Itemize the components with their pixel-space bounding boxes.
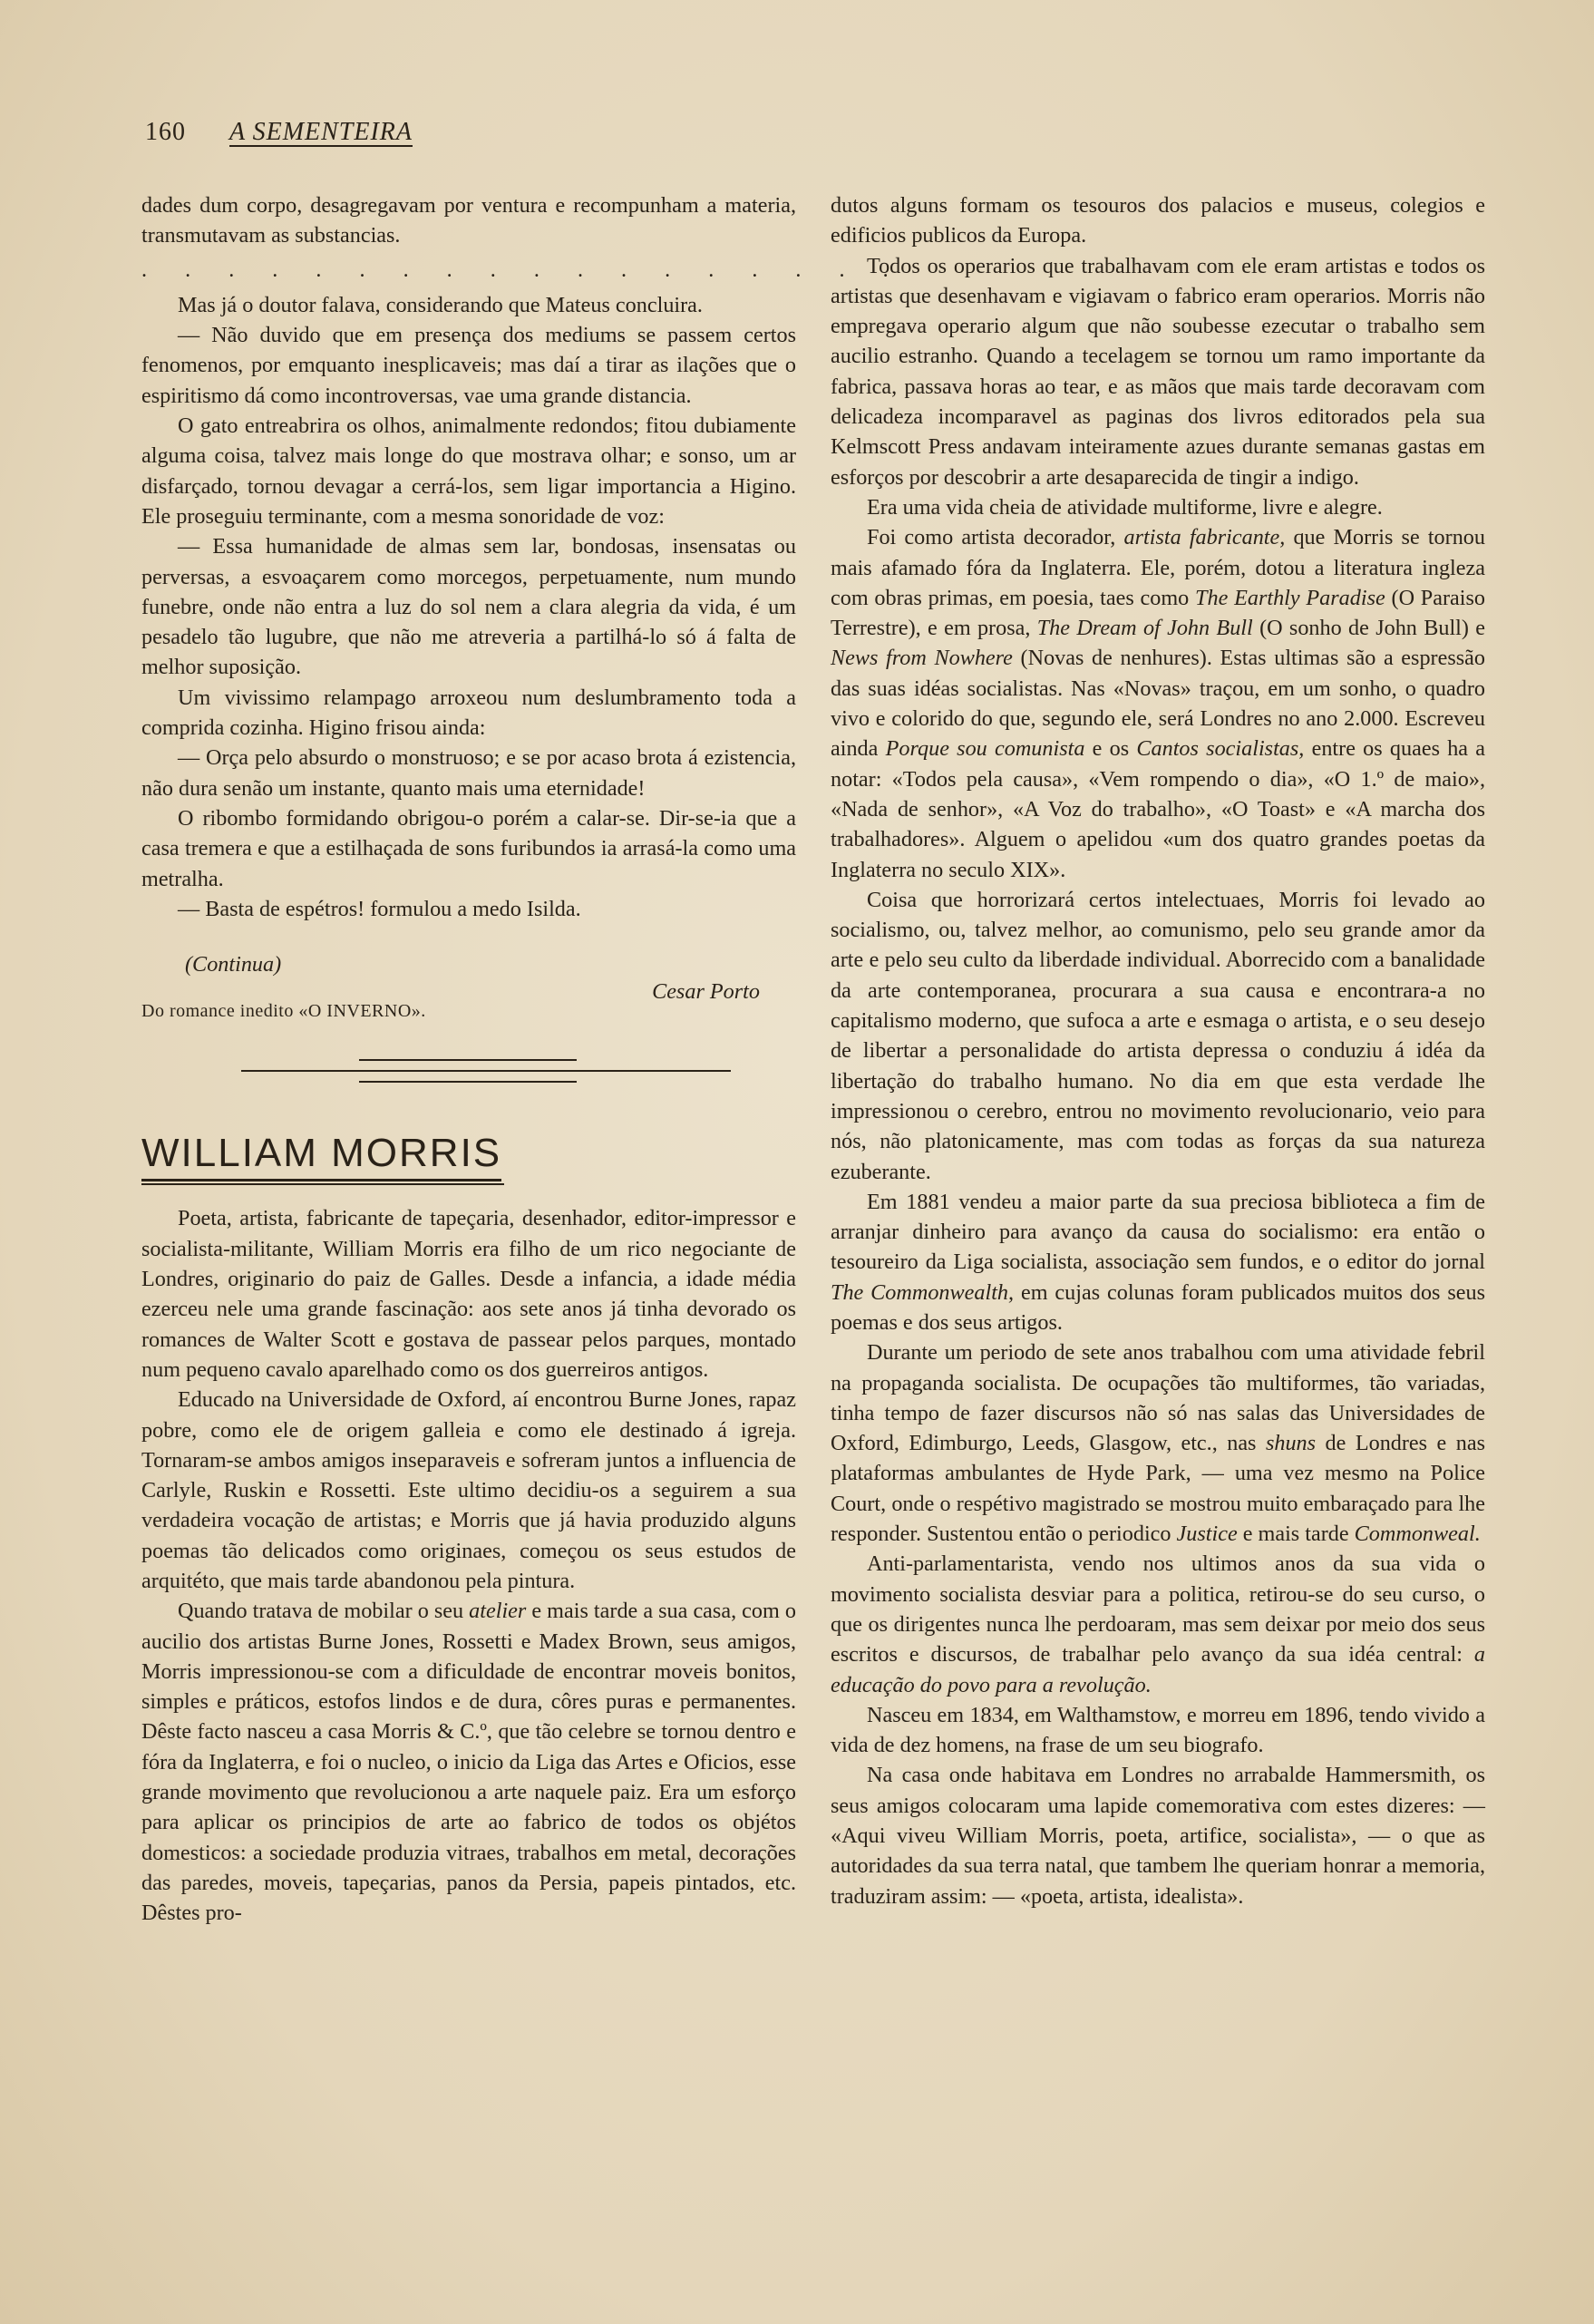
paragraph: Educado na Universidade de Oxford, aí encontrou Burne Jones, rapaz pobre, como ele de origem galleia e como ele destinado á igreja. Tornaram-se ambos amigos inseparaveis e sofreram juntos a influencia de Carlyle, Ruskin e Rossetti. Este ultimo decidiu-os a seguirem a sua verdadeira vocação de artistas; e Morris que já havia produzido alguns poemas tão delicados como originaes, começou os seus estudos de arquitéto, que mais tarde abandonou pela pintura. <box>141 1387 796 1593</box>
text-run: e mais tarde a sua casa, com o aucilio dos artistas Burne Jones, Rossetti e Madex Brown, seus amigos, Morris impressionou-se com a dificuldade de encontrar moveis bonitos, simples e práticos, estofos lindos e de dura, côres puras e permanentes. Dêste facto nasceu a casa Morris & C.º, que tão celebre se tornou dentro e fóra da Inglaterra, e foi o nucleo, o inicio da Liga das Artes e Oficios, esse grande movimento que revolucionou a arte naquele paiz. Era um esforço para aplicar os principios de arte ao fabrico de todos os objétos domesticos: a sociedade produzia vitraes, trabalhos em metal, decorações das paredes, moveis, tapeçarias, panos da Persia, papeis pintados, etc. Dêstes pro- <box>141 1599 796 1926</box>
text-run: (O sonho de John Bull) e <box>1252 616 1486 641</box>
text-run-italic: The Earthly Paradise <box>1195 585 1385 610</box>
text-run: (Novas de nenhures). Estas ultimas são a espressão das suas idéas socialistas. Nas «Novas» traçou, em um sonho, o quadro vivo e colorido do que, segundo ele, será Londres no ano 2.000. Escreveu ainda <box>831 646 1485 762</box>
paragraph: O gato entreabrira os olhos, animalmente redondos; fitou dubiamente alguma coisa, talvez mais longe do que mostrava olhar; e sonso, um ar disfarçado, tornou devagar a cerrá-los, sem ligar importancia a Higino. Ele proseguiu terminante, com a mesma sonoridade de voz: <box>141 413 796 529</box>
text-run: Quando tratava de mobilar o seu <box>178 1599 470 1624</box>
paragraph <box>831 1187 1485 1337</box>
text-run: e os <box>1084 736 1137 762</box>
text-run: entre os quaes ha a notar: «Todos pela causa», «Vem rompendo o dia», «O 1.º de maio», «Nada de senhor», «A Voz do trabalho», «O Toast» e «A marcha dos trabalhadores». Alguem o apelidou «um dos quatro grandes poetas da Inglaterra no seculo XIX». <box>831 736 1486 882</box>
text-run: que Morris se tornou mais afamado fóra da Inglaterra. Ele, porém, dotou a literatura ingleza com obras primas, em poesia, taes como <box>831 525 1485 610</box>
text-run: Em 1881 vendeu a maior parte da sua preciosa biblioteca a fim de arranjar dinheiro para avanço da causa do socialismo: era então o tesoureiro da Liga socialista, associação sem fundos, e o editor do jornal <box>831 1189 1485 1275</box>
text-run-italic: Porque sou comunista <box>885 736 1085 762</box>
paragraph: Coisa que horrorizará certos intelectuaes, Morris foi levado ao socialismo, ou, talvez melhor, ao comunismo, pelo seu grande amor da arte e pelo seu culto da liberdade individual. Aborrecido com a banalidade da arte contemporanea, procurara a sua causa e encontrara-a no capitalismo moderno, que sufoca a arte e esmaga o artista, e o seu desejo de libertar a personalidade do artista depressa o conduziu á idéa da libertação do trabalho humano. No dia em que esta verdade lhe impressionou o cerebro, entrou no movimento revolucionario, veio para nós, não platonicamente, mas com todas as forças da sua natureza ezuberante. <box>831 887 1485 1184</box>
text-run-italic: Cantos socialistas, <box>1136 736 1305 762</box>
text-run-italic: shuns <box>1265 1431 1317 1456</box>
text-run-italic: Commonweal. <box>1354 1522 1481 1547</box>
left-column <box>141 190 905 1929</box>
page-header <box>145 118 413 147</box>
source-note: Do romance inedito «O INVERNO». <box>141 1001 426 1022</box>
paragraph: Mas já o doutor falava, considerando que Mateus concluira. <box>178 292 703 317</box>
text-run: Anti-parlamentarista, vendo nos ultimos anos da sua vida o movimento socialista desviar para a politica, retirou-se do seu curso, o que os dirigentes nunca lhe perdoaram, mas sem deixar por meio dos seus escritos e discursos, de trabalhar pelo avanço da sua idéa central: <box>831 1551 1485 1668</box>
paragraph <box>831 1337 1485 1549</box>
text-run-italic: artista fabricante, <box>1123 525 1286 550</box>
text-run-italic: The Commonwealth, <box>831 1279 1015 1305</box>
text-run: Durante um periodo de sete anos trabalhou com uma atividade febril na propaganda socialista. De ocupações tão multiformes, tão variadas, tinha tempo de fazer discursos não só nas salas das Universidades de Oxford, Edimburgo, Leeds, Glasgow, etc., nas <box>831 1340 1485 1456</box>
text-run-italic: News from Nowhere <box>831 646 1013 671</box>
paragraph: dutos alguns formam os tesouros dos palacios e museus, colegios e edificios publicos da Europa. <box>831 193 1485 248</box>
divider-line <box>359 1059 577 1061</box>
paragraph: Nasceu em 1834, em Walthamstow, e morreu em 1896, tendo vivido a vida de dez homens, na frase de um seu biografo. <box>831 1702 1485 1758</box>
paragraph <box>831 1549 1485 1699</box>
text-run: Foi como artista decorador, <box>867 525 1124 550</box>
continuation-block <box>141 949 796 1005</box>
paragraph: — Essa humanidade de almas sem lar, bondosas, insensatas ou perversas, a esvoaçarem como morcegos, perpetuamente, num mundo funebre, onde não entra a luz do sol nem a clara alegria da vida, é um pesadelo tão lugubre, que não me atreveria a partilhá-lo só á falta de melhor suposição. <box>141 534 796 680</box>
text-run: de Londres e nas plataformas ambulantes de Hyde Park, — uma vez mesmo na Police Court, onde o respétivo magistrado se mostrou muito embaraçado para lhe responder. Sustentou então o periodico <box>831 1431 1485 1547</box>
magazine-title: A SEMENTEIRA <box>229 118 413 146</box>
text-run-italic: Justice <box>1176 1522 1238 1547</box>
paragraph: Era uma vida cheia de atividade multiforme, livre e alegre. <box>867 494 1383 520</box>
author-signature: Cesar Porto <box>652 979 760 1005</box>
continua-label: (Continua) <box>185 952 282 977</box>
paragraph: Um vivissimo relampago arroxeou num deslumbramento toda a comprida cozinha. Higino frisou ainda: <box>141 685 796 741</box>
paragraph: O ribombo formidando obrigou-o porém a calar-se. Dir-se-ia que a casa tremera e que a estilhaçada de sons furibundos ia arrasá-la como uma metralha. <box>141 805 796 891</box>
paragraph: Todos os operarios que trabalhavam com ele eram artistas e todos os artistas que desenhavam e vigiavam o fabrico eram operarios. Morris não empregava operario algum que não soubesse ezecutar o trabalho sem aucilio estranho. Quando a tecelagem se tornou um ramo importante da fabrica, passava horas ao tear, e as mãos que mais tarde decoravam com delicadeza incomparavel as paginas dos livros editorados pela sua Kelmscott Press andavam inteiramente azues durante semanas gastas em esforços por descobrir a arte desaparecida de tingir a indigo. <box>831 253 1485 490</box>
text-run-italic: The Dream of John Bull <box>1036 616 1253 641</box>
text-run-italic: atelier <box>469 1599 527 1624</box>
paragraph <box>141 1596 796 1928</box>
paragraph: — Orça pelo absurdo o monstruoso; e se por acaso brota á ezistencia, não dura senão um instante, quanto mais uma eternidade! <box>141 745 796 801</box>
section-divider <box>141 1043 796 1106</box>
title-underline <box>141 1183 504 1185</box>
page-number: 160 <box>145 118 186 146</box>
text-run: (O Paraiso Terrestre), e em prosa, <box>831 585 1486 641</box>
paragraph: dades dum corpo, desagregavam por ventura e recompunham a materia, transmutavam as substancias. <box>141 193 796 248</box>
text-run-italic: a educação do povo para a revolução. <box>831 1642 1485 1697</box>
paragraph: Na casa onde habitava em Londres no arrabalde Hammersmith, os seus amigos colocaram uma lapide comemorativa com estes dizeres: — «Aqui viveu William Morris, poeta, artifice, socialista», — o que as autoridades da sua terra natal, que tambem lhe queriam honrar a memoria, traduziram assim: — «poeta, artista, idealista». <box>831 1763 1485 1909</box>
paragraph: — Basta de espétros! formulou a medo Isilda. <box>178 896 581 921</box>
paragraph <box>831 522 1485 885</box>
separator-dots: . . . . . . . . . . . . . . . . . . <box>141 257 905 282</box>
right-column <box>831 190 1485 1911</box>
divider-line <box>241 1070 731 1072</box>
paragraph: Poeta, artista, fabricante de tapeçaria, desenhador, editor-impressor e socialista-militante, William Morris era filho de um rico negociante de Londres, originario do paiz de Galles. Desde a infancia, a idade média ezerceu nele uma grande fascinação: aos sete anos já tinha devorado os romances de Walter Scott e gostava de passear pelos parques, montado num pequeno cavalo aparelhado como os dos guerreiros antigos. <box>141 1206 796 1382</box>
article-title: WILLIAM MORRIS <box>141 1130 501 1181</box>
text-run: em cujas colunas foram publicados muitos dos seus poemas e dos seus artigos. <box>831 1279 1485 1335</box>
divider-line <box>359 1081 577 1083</box>
paragraph: — Não duvido que em presença dos mediums se passem certos fenomenos, por emquanto inesplicaveis; mas daí a tirar as ilações que o espiritismo dá como incontroversas, vae uma grande distancia. <box>141 323 796 408</box>
text-run: e mais tarde <box>1237 1522 1355 1547</box>
